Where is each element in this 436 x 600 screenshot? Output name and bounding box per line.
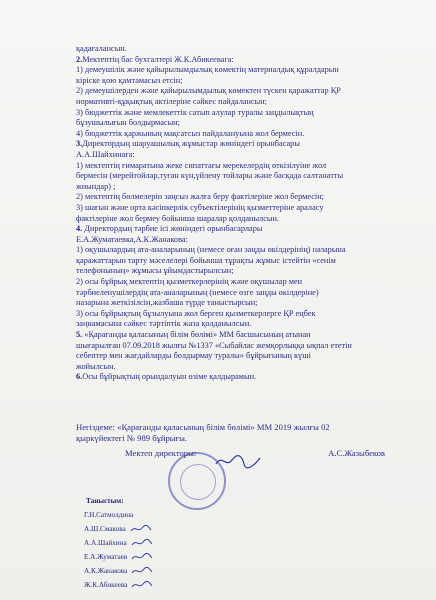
acquainted-row — [84, 536, 204, 550]
order-line: бермесін (мерейтойлар,туған күн,үйлену тойлары және басқада салтанатты — [76, 171, 344, 181]
handwritten-initials — [131, 538, 153, 548]
order-line: қадағалансын. — [76, 44, 127, 53]
signature-row — [125, 448, 385, 458]
section-heading-text: Мектептің бас бухгалтері Ж.К.Абикеевага: — [82, 54, 234, 64]
order-line — [76, 139, 394, 150]
order-line: 1) демеушілік және қайырылымдылық көмектің материалдық құралдарын — [76, 65, 339, 75]
order-line: фактілеріне жол бермеу бойынша шаралар қолданылсын. — [76, 213, 279, 223]
basis-note — [76, 422, 394, 444]
section-number: 3. — [76, 139, 83, 149]
order-line: Е.А.Жуматаевка,А.К.Жанакова: — [76, 234, 188, 244]
section-number: 6. — [76, 372, 83, 382]
order-line: 2) осы бұйрық мектептің қызметкерлерінің және оқушылар мен — [76, 277, 303, 287]
acquainted-row — [84, 522, 204, 536]
order-line: телефонының» жұмысы ұйымдастырылсын; — [76, 266, 234, 276]
acquainted-block — [84, 494, 204, 592]
section-number: 5. — [76, 330, 83, 340]
order-line: қаражаттарын тарту мәселелері бойынша тұрақты жұмыс істейтін «сенім — [76, 255, 336, 265]
section-text: Осы бұйрықтың орындалуын өзіме қалдырамын. — [82, 372, 257, 382]
order-line: А.А.Шайхинаға: — [76, 149, 135, 159]
order-line: бұзушылығын болдырмасын; — [76, 118, 180, 128]
order-line: 2) демеушілерден және қайырылымдылық көмектен түскен қаражаттар ҚР — [76, 86, 341, 96]
order-line: 1) оқушылардың ата-аналарының (немесе оған заңды өкілдерінің) назарына — [76, 245, 346, 255]
handwritten-initials — [131, 566, 153, 576]
order-line — [76, 330, 394, 341]
section-number: 2. — [76, 54, 83, 64]
order-line: 3) осы бұйрықтың бұзылуына жол берген қызметкерлерге ҚР еңбек — [76, 308, 316, 318]
acquainted-name: А.Ш.Смакова — [84, 525, 126, 533]
acquainted-name: Е.А.Жуматаев — [84, 553, 128, 561]
handwritten-initials — [130, 524, 152, 534]
section-heading-text: Директордың тәрбие ісі жөніндегі орынбасарлары — [82, 224, 263, 234]
order-line: 3) шағын және орта кәсіпкерлік субъектілерінің қызметтеріне араласу — [76, 202, 324, 212]
acquainted-row — [84, 508, 204, 522]
section-heading-text: Директордың шаруашылық жұмыстар жөніндегі орынбасары — [82, 139, 300, 149]
order-line — [76, 372, 394, 383]
acquainted-name: А.А.Шайхина — [84, 539, 127, 547]
section-text: «Қарағанды қаласының білім бөлімі» ММ басшысының атынан — [82, 330, 311, 340]
section-number: 4. — [76, 224, 83, 234]
director-name: А.С.Жазыбеков — [328, 448, 385, 458]
acquainted-name: Ж.К.Абикеева — [84, 581, 128, 589]
basis-line-2: қыркүйектегі № 989 бұйрығы. — [76, 433, 187, 443]
basis-line-1: Негіздеме: «Қарағанды қаласының білім бөлімі» ММ 2019 жылғы 02 — [76, 422, 330, 432]
order-body-text — [76, 44, 394, 383]
handwritten-initials — [131, 552, 153, 562]
acquainted-name: А.К.Жанакова — [84, 567, 128, 575]
order-line: кіріске қою қамтамасыз етсін; — [76, 75, 183, 85]
acquainted-row — [84, 578, 204, 592]
order-line — [76, 224, 394, 235]
order-line: нормативті-құқықтық актілеріне сәйкес пайдалансын; — [76, 96, 267, 106]
acquainted-list — [84, 508, 204, 592]
director-title: Мектеп директоры: — [125, 448, 197, 458]
order-line: жиындар) ; — [76, 181, 116, 191]
order-line: жойылсын. — [76, 361, 116, 371]
order-line: 4) бюджеттік қаржының мақсатсыз пайдалануына жол бермесін. — [76, 128, 305, 138]
acquainted-name: Г.Н.Сатмолдина — [84, 511, 134, 519]
order-line: себептер мен жағдайларды болдырмау туралы» бұйрығының күші — [76, 351, 311, 361]
order-line: 1) мектептің ғимаратына жеке сипаттағы мерекелердің өткізілуіне жол — [76, 160, 327, 170]
handwritten-initials — [131, 580, 153, 590]
order-line: заңнамасына сәйкес тәртіптік жаза қолданылсын. — [76, 319, 252, 329]
order-line: тәрбиеленушілердің ата-аналарының (немесе өзге заңды өкілдеріне) — [76, 287, 319, 297]
order-line — [76, 55, 394, 66]
order-line: 2) мектептің бөлмелерін заңсыз жалға беру фактілеріне жол бермесін; — [76, 192, 324, 202]
order-line: шығарылған 07.09.2018 жылғы №1337 «Сыбайлас жемқорлыққа ықпал ететін — [76, 340, 352, 350]
acquainted-row — [84, 564, 204, 578]
acquainted-title: Таныстым: — [86, 497, 124, 505]
order-line: 3) бюджеттік және мемлекеттік сатып алулар туралы заңдылықтың — [76, 107, 314, 117]
acquainted-row — [84, 550, 204, 564]
order-line: назарына жеткізілсін,жазбаша түрде таныстырсын; — [76, 298, 258, 308]
